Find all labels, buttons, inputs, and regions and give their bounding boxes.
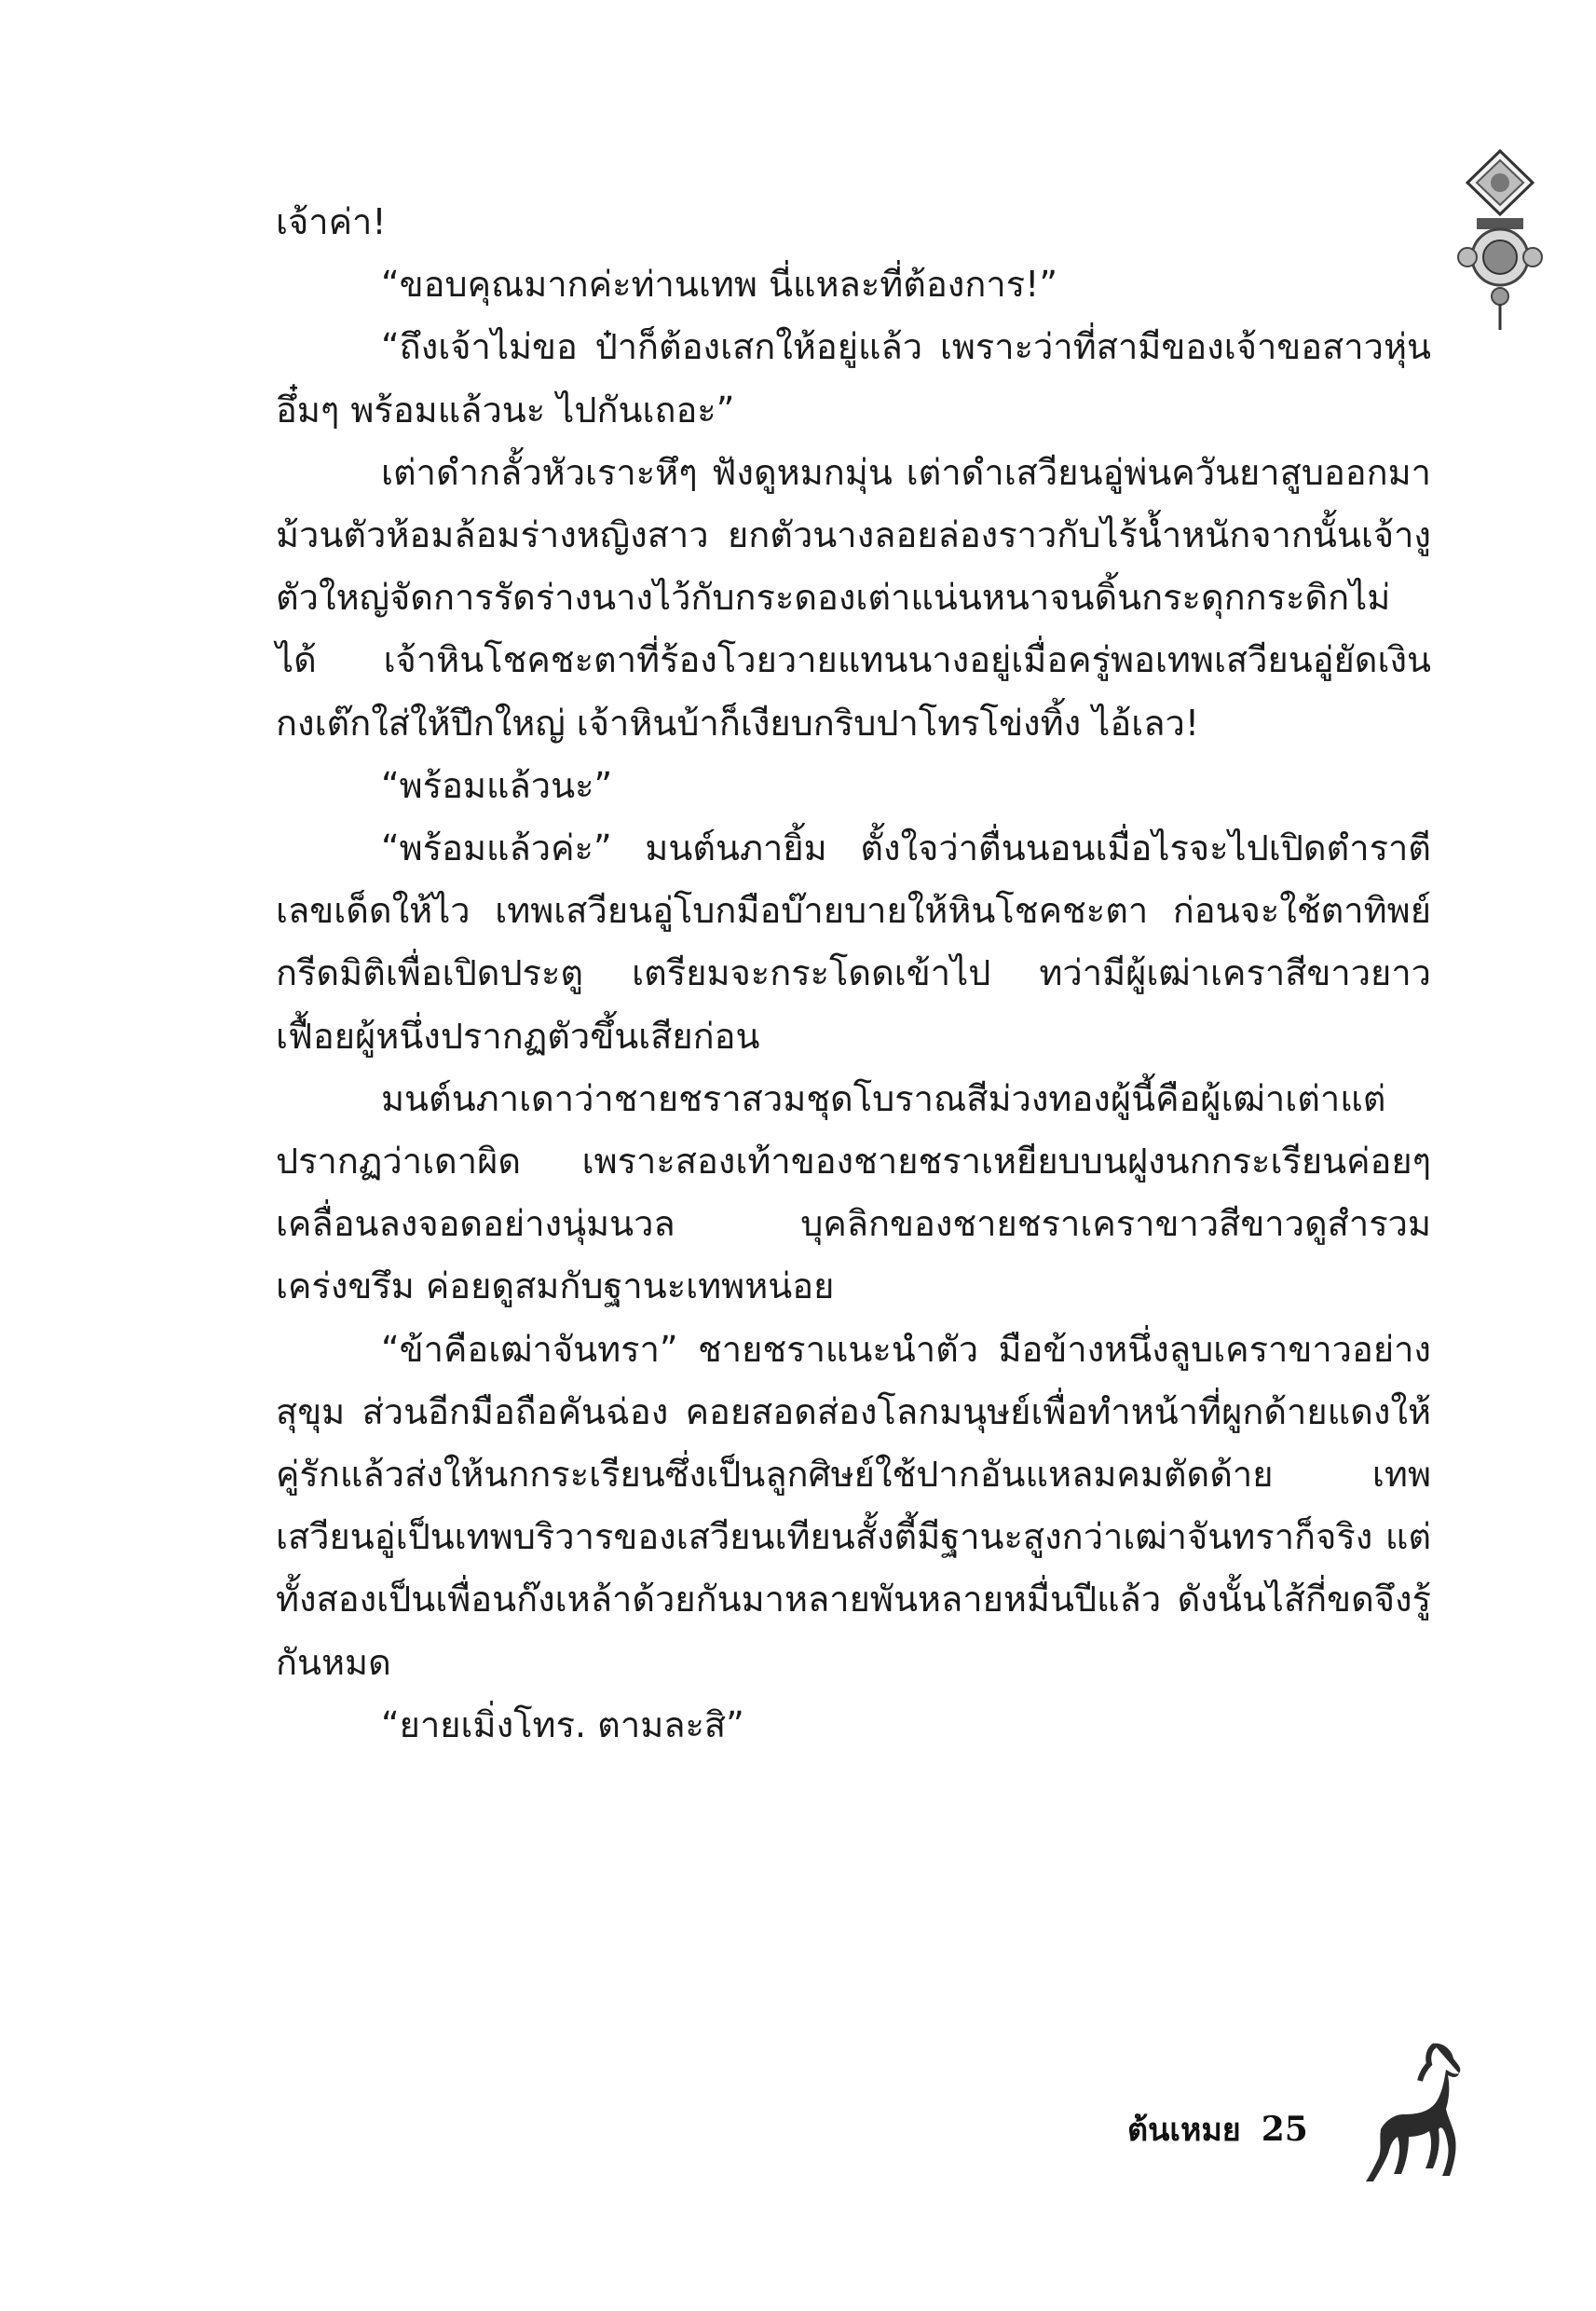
paragraph: “ข้าคือเฒ่าจันทรา” ชายชราแนะนำตัว มือข้างหนึ่งลูบเคราขาวอย่างสุขุม ส่วนอีกมือถือคันฉ่อง คอยสอดส่องโลกมนุษย์เพื่อทำหน้าที่ผูกด้ายแดงให้คู่รักแล้วส่งให้นกกระเรียนซึ่งเป็นลูกศิษย์ใช้ปากอันแหลมคมตัดด้าย เทพเสวียนอู่เป็นเทพบริวารของเสวียนเทียนสั้งตี้มีฐานะสูงกว่าเฒ่าจันทราก็จริง แต่ทั้งสองเป็นเพื่อนก๊งเหล้าด้วยกันมาหลายพันหลายหมื่นปีแล้ว ดังนั้นไส้กี่ขดจึงรู้กันหมด — [276, 1328, 1431, 1683]
paragraph: “ขอบคุณมากค่ะท่านเทพ นี่แหละที่ต้องการ!” — [381, 264, 1058, 306]
paragraph: “พร้อมแล้วค่ะ” มนต์นภายิ้ม ตั้งใจว่าตื่นนอนเมื่อไรจะไปเปิดตำราตีเลขเด็ดให้ไว เทพเสวียนอู่โบกมือบ๊ายบายให้หินโชคชะตา ก่อนจะใช้ตาทิพย์กรีดมิติเพื่อเปิดประตู เตรียมจะกระโดดเข้าไป ทว่ามีผู้เฒ่าเคราสีขาวยาวเฟื้อยผู้หนึ่งปรากฏตัวขึ้นเสียก่อน — [276, 827, 1431, 1057]
page-number: 25 — [1261, 2110, 1308, 2149]
paragraph: “ถึงเจ้าไม่ขอ ป๋าก็ต้องเสกให้อยู่แล้ว เพราะว่าที่สามีของเจ้าขอสาวหุ่นอึ๋มๆ พร้อมแล้วนะ ไปกันเถอะ” — [276, 326, 1431, 431]
horse-icon — [1360, 2036, 1472, 2185]
paragraph: “พร้อมแล้วนะ” — [381, 764, 613, 806]
paragraph: เจ้าค่า! — [276, 201, 387, 242]
page-footer — [1127, 2087, 1308, 2171]
book-title: ต้นเหมย — [1127, 2112, 1241, 2149]
paragraph: “ยายเมิ่งโทร. ตามละสิ” — [381, 1703, 744, 1745]
paragraph: มนต์นภาเดาว่าชายชราสวมชุดโบราณสีม่วงทองผู้นี้คือผู้เฒ่าเต่าแต่ปรากฏว่าเดาผิด เพราะสองเท้าของชายชราเหยียบบนฝูงนกกระเรียนค่อยๆ เคลื่อนลงจอดอย่างนุ่มนวล บุคลิกของชายชราเคราขาวสีขาวดูสำรวมเคร่งขรึม ค่อยดูสมกับฐานะเทพหน่อย — [276, 1077, 1431, 1307]
chinese-knot-ornament-icon — [1449, 147, 1551, 334]
body-text — [276, 191, 1431, 1757]
paragraph: เต่าดำกลั้วหัวเราะหึๆ ฟังดูหมกมุ่น เต่าดำเสวียนอู่พ่นควันยาสูบออกมาม้วนตัวห้อมล้อมร่างหญิงสาว ยกตัวนางลอยล่องราวกับไร้น้ำหนักจากนั้นเจ้างูตัวใหญ่จัดการรัดร่างนางไว้กับกระดองเต่าแน่นหนาจนดิ้นกระดุกกระดิกไม่ได้ เจ้าหินโชคชะตาที่ร้องโวยวายแทนนางอยู่เมื่อครู่พอเทพเสวียนอู่ยัดเงินกงเต๊กใส่ให้ปึกใหญ่ เจ้าหินบ้าก็เงียบกริบปาโทรโข่งทิ้ง ไอ้เลว! — [276, 451, 1431, 744]
